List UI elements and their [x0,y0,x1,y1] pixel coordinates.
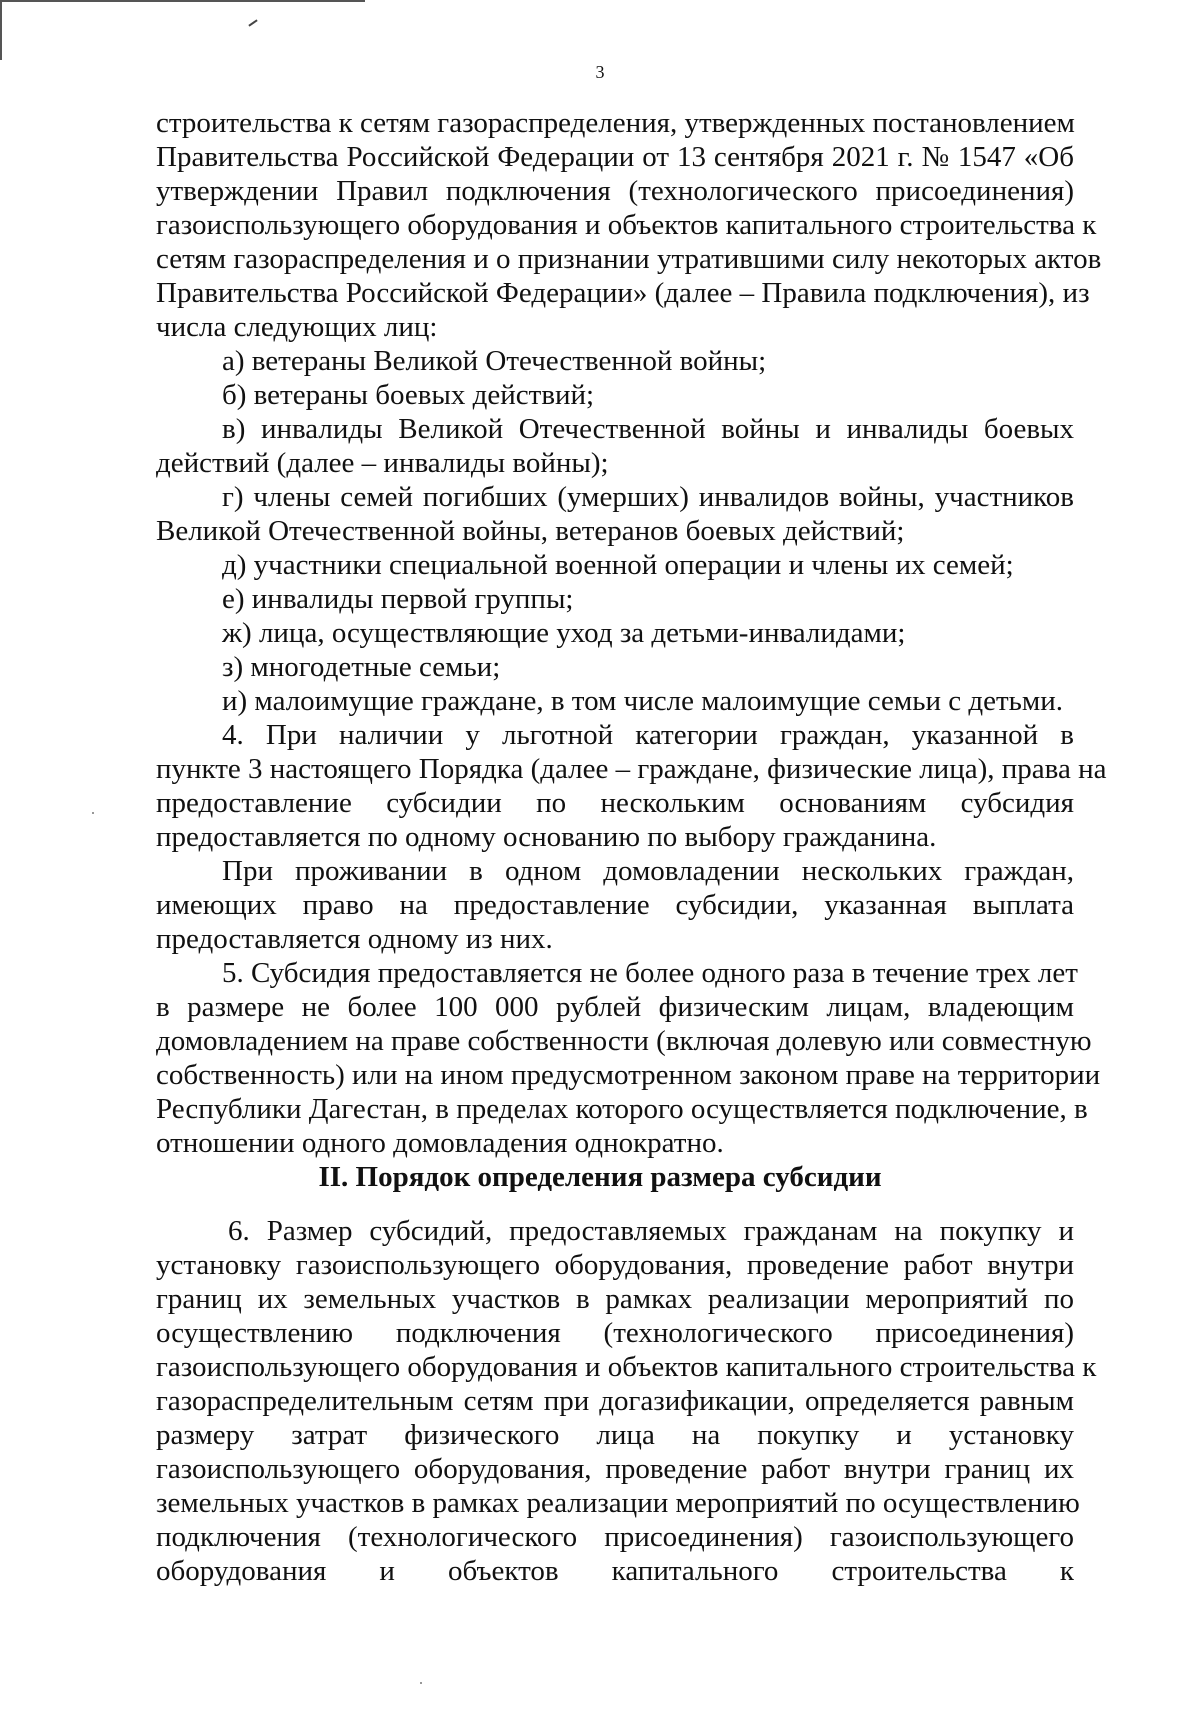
text-line: собственность) или на ином предусмотренном законом праве на территории [156,1059,1101,1091]
scan-speck [92,812,94,814]
text-line: подключения (технологического присоединения) газоиспользующего [156,1521,1074,1553]
text-line: оборудования и объектов капитального строительства к [156,1555,1074,1587]
scan-speck [420,1682,422,1684]
text-line: утверждении Правил подключения (технологического присоединения) [156,175,1074,207]
pen-mark [248,19,257,26]
paragraph-5-start: 5. Субсидия предоставляется не более одного раза в течение трех лет [222,957,1078,989]
list-item-i: и) малоимущие граждане, в том числе малоимущие семьи с детьми. [222,685,1063,717]
scan-edge-top [0,0,365,2]
body-text-block-1 [156,106,1107,1160]
text-line: газоиспользующего оборудования и объектов капитального строительства к [156,209,1097,241]
list-item-zh: ж) лица, осуществляющие уход за детьми-инвалидами; [222,617,906,649]
list-item-g: г) члены семей погибших (умерших) инвалидов войны, участников [222,481,1074,513]
list-item-d: д) участники специальной военной операции и члены их семей; [222,549,1014,581]
paragraph-start: При проживании в одном домовладении нескольких граждан, [222,855,1074,887]
text-line: Великой Отечественной войны, ветеранов боевых действий; [156,515,905,547]
list-item-v: в) инвалиды Великой Отечественной войны и инвалиды боевых [222,413,1074,445]
text-line: имеющих право на предоставление субсидии, указанная выплата [156,889,1074,921]
text-line: размеру затрат физического лица на покупку и установку [156,1419,1074,1451]
text-line: газоиспользующего оборудования и объектов капитального строительства к [156,1351,1097,1383]
list-item-b: б) ветераны боевых действий; [222,379,595,411]
text-line: газораспределительным сетям при догазификации, определяется равным [156,1385,1074,1417]
text-line: пункте 3 настоящего Порядка (далее – граждане, физические лица), права на [156,753,1107,785]
text-line: Республики Дагестан, в пределах которого осуществляется подключение, в [156,1093,1088,1125]
text-line: в размере не более 100 000 рублей физическим лицам, владеющим [156,991,1074,1023]
paragraph-4-start: 4. При наличии у льготной категории граждан, указанной в [222,719,1074,751]
page-number: 3 [595,62,605,82]
text-line: предоставление субсидии по нескольким основаниям субсидия [156,787,1074,819]
text-line: границ их земельных участков в рамках реализации мероприятий по [156,1283,1074,1315]
text-line: сетям газораспределения и о признании утратившими силу некоторых актов [156,243,1102,275]
text-line: домовладением на праве собственности (включая долевую или совместную [156,1025,1092,1057]
text-line: числа следующих лиц: [156,311,438,343]
text-line: отношении одного домовладения однократно. [156,1127,724,1159]
section-heading: II. Порядок определения размера субсидии [318,1161,882,1193]
text-line: строительства к сетям газораспределения, утвержденных постановлением [156,107,1075,139]
text-line: установку газоиспользующего оборудования, проведение работ внутри [156,1249,1074,1281]
text-line: предоставляется одному из них. [156,923,553,955]
list-item-e: е) инвалиды первой группы; [222,583,574,615]
text-line: земельных участков в рамках реализации мероприятий по осуществлению [156,1487,1080,1519]
text-line: осуществлению подключения (технологического присоединения) [156,1317,1074,1349]
paragraph-6-start: 6. Размер субсидий, предоставляемых гражданам на покупку и [228,1215,1074,1247]
text-line: Правительства Российской Федерации от 13 сентября 2021 г. № 1547 «Об [156,141,1074,173]
scan-edge-left [0,0,2,60]
body-text-block-2 [156,1214,1097,1588]
text-line: предоставляется по одному основанию по выбору гражданина. [156,821,937,853]
text-line: Правительства Российской Федерации» (далее – Правила подключения), из [156,277,1090,309]
text-line: действий (далее – инвалиды войны); [156,447,609,479]
text-line: газоиспользующего оборудования, проведение работ внутри границ их [156,1453,1074,1485]
list-item-a: а) ветераны Великой Отечественной войны; [222,345,767,377]
list-item-z: з) многодетные семьи; [222,651,501,683]
